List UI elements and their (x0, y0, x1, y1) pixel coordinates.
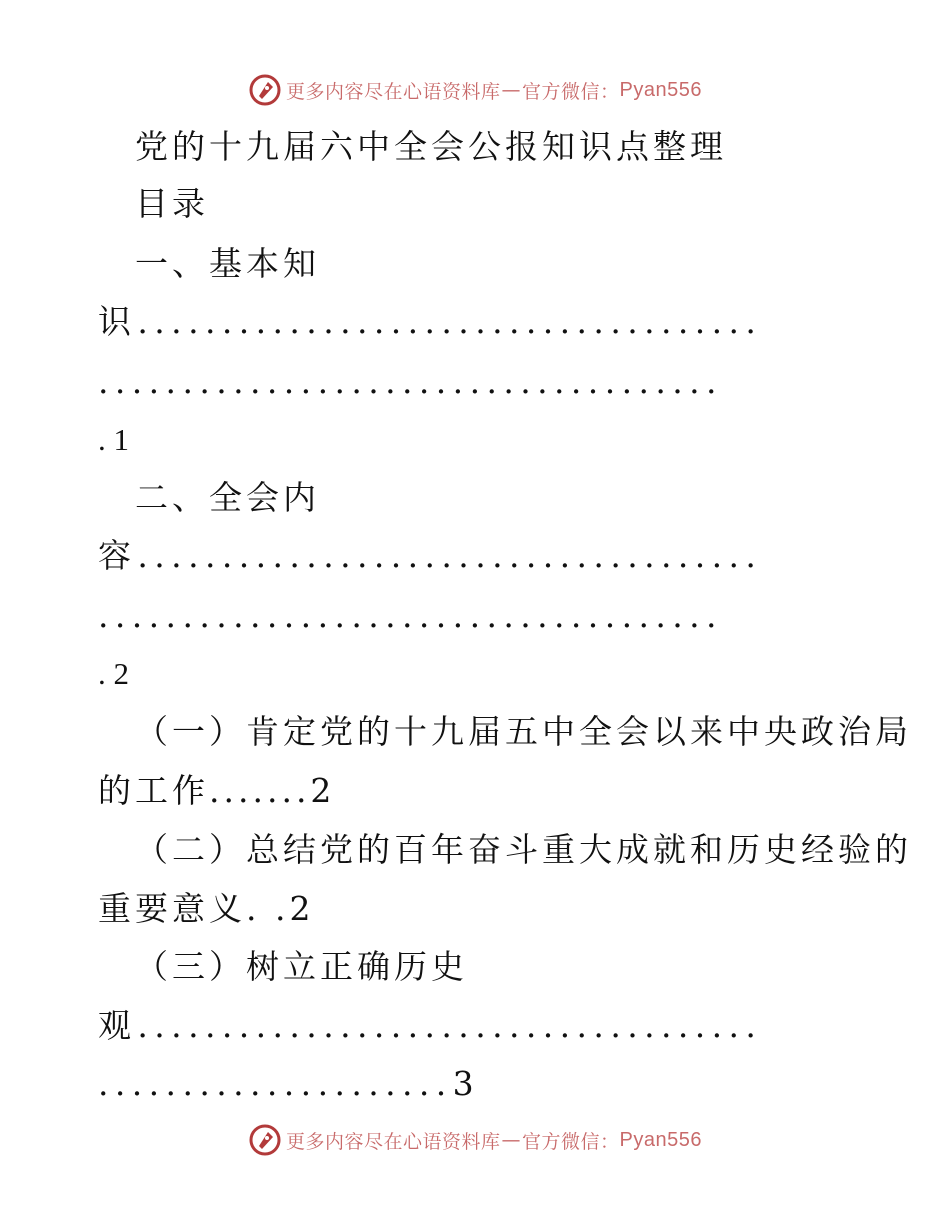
toc-entry-4-title: （二）总结党的百年奋斗重大成就和历史经验的 (135, 830, 912, 869)
toc-entry-3-continuation: 的工作.......2 (98, 771, 336, 810)
document-title: 党的十九届六中全会公报知识点整理 (135, 127, 727, 166)
toc-entry-1-title: 一、基本知 (135, 244, 320, 283)
watermark-text: 更多内容尽在心语资料库 (286, 1130, 501, 1153)
toc-entry-2-prefix: 容 (98, 536, 138, 575)
watermark-wechat-label: 官方微信： (522, 80, 620, 103)
watermark-separator: — (501, 79, 522, 101)
toc-entry-1-prefix: 识 (98, 302, 138, 341)
toc-entry-5-dots-b: .....................3 (98, 1064, 481, 1103)
toc-entry-1-dots-a: ..................................... (137, 302, 763, 341)
toc-entry-5-dots-a: ..................................... (137, 1006, 763, 1045)
toc-entry-5-prefix: 观 (98, 1006, 138, 1045)
pen-nib-logo-icon (248, 1123, 282, 1157)
toc-entry-1-dots-b: ..................................... (98, 362, 723, 401)
toc-entry-2-leader (98, 536, 843, 576)
watermark-text: 更多内容尽在心语资料库 (286, 80, 501, 103)
toc-entry-2-title: 二、全会内 (135, 478, 320, 517)
toc-entry-1-page: . 1 (98, 422, 129, 457)
watermark-wechat-id: Pyan556 (619, 78, 702, 101)
toc-entry-1-leader (98, 302, 843, 342)
toc-entry-5-leader (98, 1006, 843, 1046)
toc-entry-2-dots-b: ..................................... (98, 596, 723, 635)
toc-entry-4-continuation: 重要意义. .2 (98, 889, 315, 928)
header-watermark (0, 70, 950, 110)
pen-nib-logo-icon (248, 73, 282, 107)
toc-entry-2-page: . 2 (98, 656, 129, 691)
watermark-wechat-label: 官方微信： (522, 1130, 620, 1153)
toc-entry-2-dots-a: ..................................... (137, 536, 763, 575)
toc-entry-5-title: （三）树立正确历史 (135, 947, 468, 986)
footer-watermark (0, 1120, 950, 1160)
watermark-wechat-id: Pyan556 (619, 1128, 702, 1151)
watermark-separator: — (501, 1129, 522, 1151)
toc-entry-3-title: （一）肯定党的十九届五中全会以来中央政治局 (135, 712, 912, 751)
toc-heading: 目录 (135, 184, 209, 223)
